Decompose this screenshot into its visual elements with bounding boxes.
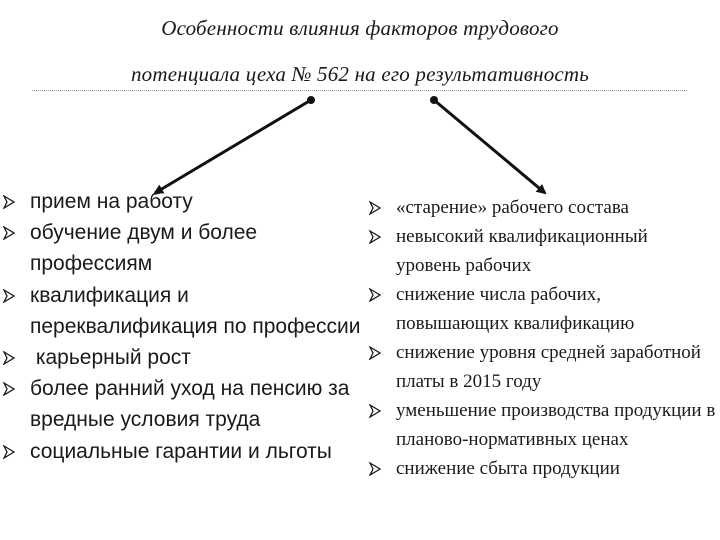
title-line-1: Особенности влияния факторов трудового — [161, 16, 559, 40]
list-item — [30, 373, 370, 435]
list-item-label: социальные гарантии и льготы — [30, 439, 332, 463]
list-item-label: более ранний уход на пенсию за вредные условия труда — [30, 377, 350, 432]
arrow-bullet-icon — [2, 351, 16, 365]
arrow-bullet-icon — [368, 462, 382, 476]
list-item — [30, 436, 370, 467]
right-factor-list — [396, 193, 716, 483]
list-item-label: квалификация и переквалификация по профессии — [30, 283, 361, 338]
arrow-bullet-icon — [2, 289, 16, 303]
arrow-bullet-icon — [368, 288, 382, 302]
list-item-label: снижение сбыта продукции — [396, 458, 620, 479]
list-item — [30, 342, 370, 373]
arrow-bullet-icon — [368, 230, 382, 244]
arrow-bullet-icon — [368, 404, 382, 418]
arrow-bullet-icon — [2, 445, 16, 459]
left-factor-list — [30, 186, 370, 467]
arrow-bullet-icon — [368, 346, 382, 360]
list-item — [396, 193, 716, 222]
left-arrow-icon — [155, 100, 311, 193]
list-item — [396, 338, 716, 396]
list-item — [396, 454, 716, 483]
list-item-label: «старение» рабочего состава — [396, 197, 629, 218]
arrow-bullet-icon — [2, 382, 16, 396]
arrow-bullet-icon — [2, 226, 16, 240]
arrow-bullet-icon — [2, 195, 16, 209]
right-arrow-icon — [434, 100, 545, 193]
arrow-bullet-icon — [368, 201, 382, 215]
list-item — [396, 396, 716, 454]
list-item — [396, 280, 716, 338]
list-item — [30, 280, 370, 342]
list-item-label: уменьшение производства продукции в планово-нормативных ценах — [396, 400, 716, 450]
list-item-label: невысокий квалификационный уровень рабочих — [396, 226, 648, 276]
list-item-label: снижение числа рабочих, повышающих квалификацию — [396, 284, 635, 334]
list-item-label: снижение уровня средней заработной платы в 2015 году — [396, 342, 701, 392]
list-item-label: прием на работу — [30, 190, 193, 213]
list-item — [30, 186, 370, 217]
list-item-label: карьерный рост — [30, 346, 191, 370]
list-item-label: обучение двум и более профессиям — [30, 221, 258, 276]
title-line-2: потенциала цеха № 562 на его результативность — [130, 62, 590, 86]
list-item — [30, 217, 370, 279]
list-item — [396, 222, 716, 280]
